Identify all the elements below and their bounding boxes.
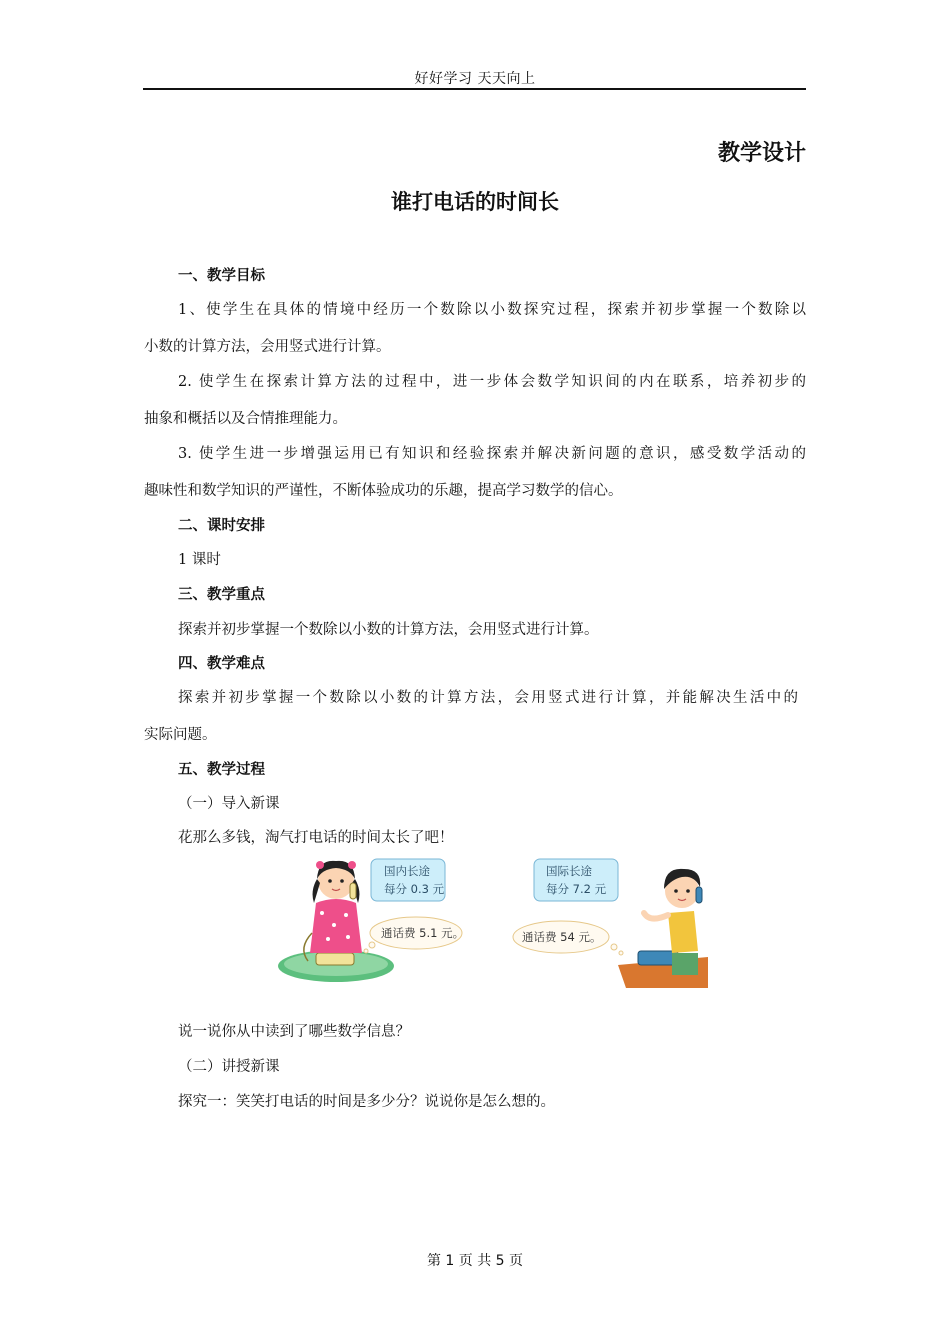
domestic-sign-line-2: 每分 0.3 元: [384, 882, 445, 896]
handset-left: [350, 883, 356, 899]
page-header: 好好学习 天天向上: [414, 71, 536, 87]
header-rule: [143, 88, 806, 90]
heading-teaching-goals: 一、教学目标: [178, 268, 265, 284]
key-points-text: 探索并初步掌握一个数除以小数的计算方法，会用竖式进行计算。: [178, 622, 599, 638]
girl-dress: [310, 899, 362, 953]
schedule-text: 1 课时: [178, 552, 221, 568]
goal-2-line-1: 2. 使学生在探索计算方法的过程中，进一步体会数学知识间的内在联系，培养初步的: [178, 374, 806, 390]
telephone-left: [316, 953, 354, 965]
question-text: 说一说你从中读到了哪些数学信息？: [178, 1024, 410, 1040]
lesson-title: 谁打电话的时间长: [391, 190, 559, 214]
right-call-cost: 通话费 54 元。: [522, 930, 602, 944]
domestic-sign-line-1: 国内长途: [384, 864, 430, 878]
goal-3-line-1: 3. 使学生进一步增强运用已有知识和经验探索并解决新问题的意识，感受数学活动的: [178, 446, 806, 462]
document-type: 教学设计: [717, 141, 806, 166]
phone-call-illustration: [276, 853, 708, 988]
international-sign-line-1: 国际长途: [546, 864, 592, 878]
part-2-heading: （二）讲授新课: [178, 1059, 280, 1075]
goal-2-line-2: 抽象和概括以及合情推理能力。: [144, 411, 347, 427]
handset-right: [696, 887, 702, 903]
heading-process: 五、教学过程: [178, 762, 265, 778]
goal-1-line-2: 小数的计算方法，会用竖式进行计算。: [144, 339, 391, 355]
explore-1-text: 探究一：笑笑打电话的时间是多少分？说说你是怎么想的。: [178, 1094, 555, 1110]
intro-text: 花那么多钱，淘气打电话的时间太长了吧！: [178, 830, 454, 846]
difficulties-line-1: 探索并初步掌握一个数除以小数的计算方法，会用竖式进行计算，并能解决生活中的: [178, 690, 798, 706]
heading-difficulties: 四、教学难点: [178, 656, 265, 672]
part-1-heading: （一）导入新课: [178, 796, 280, 812]
page-number: 第 1 页 共 5 页: [426, 1253, 524, 1269]
boy-shirt: [668, 911, 698, 953]
international-sign-line-2: 每分 7.2 元: [546, 882, 607, 896]
left-call-cost: 通话费 5.1 元。: [381, 926, 465, 940]
heading-schedule: 二、课时安排: [178, 518, 265, 534]
goal-1-line-1: 1、使学生在具体的情境中经历一个数除以小数探究过程，探索并初步掌握一个数除以: [178, 302, 806, 318]
goal-3-line-2: 趣味性和数学知识的严谨性，不断体验成功的乐趣，提高学习数学的信心。: [144, 483, 623, 499]
heading-key-points: 三、教学重点: [178, 587, 265, 603]
difficulties-line-2: 实际问题。: [144, 727, 217, 743]
